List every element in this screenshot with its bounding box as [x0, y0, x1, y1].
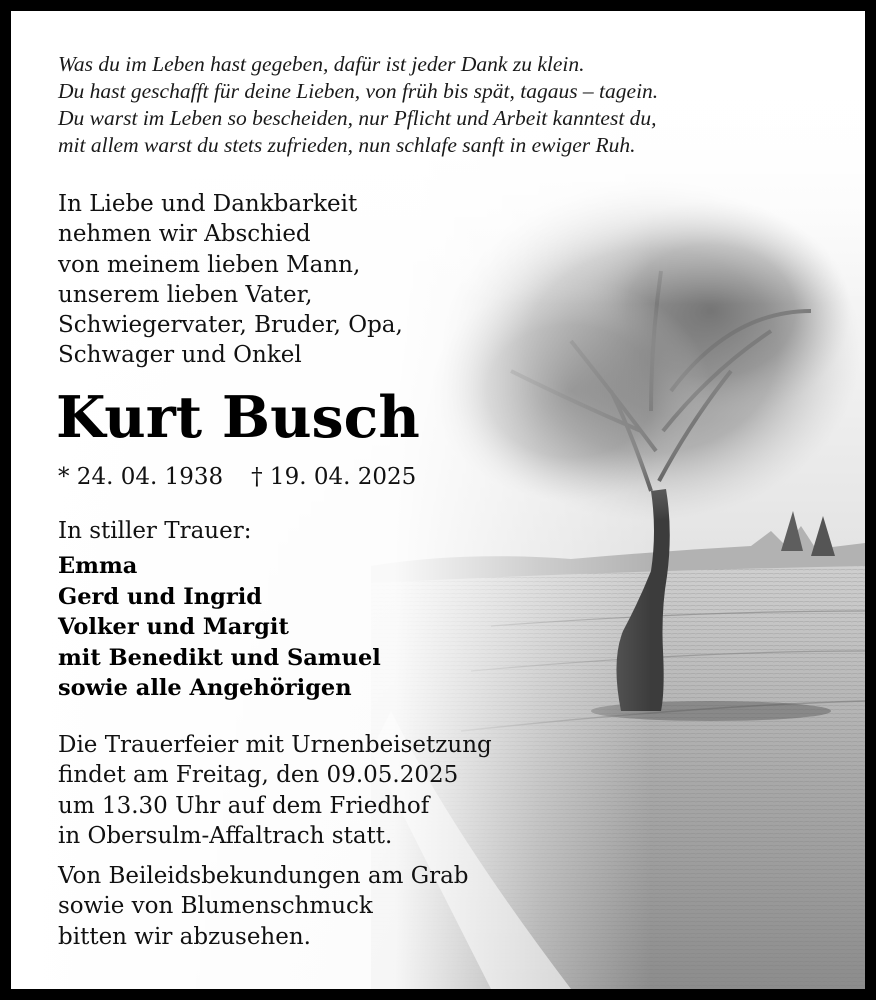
service-line: um 13.30 Uhr auf dem Friedhof	[58, 792, 430, 819]
intro-line: unserem lieben Vater,	[58, 281, 313, 308]
poem-line: mit allem warst du stets zufrieden, nun schlafe sanft in ewiger Ruh.	[58, 133, 636, 157]
poem-line: Was du im Leben hast gegeben, dafür ist jeder Dank zu klein.	[58, 52, 585, 76]
mourner-name: Volker und Margit	[58, 614, 289, 641]
life-dates	[58, 462, 416, 492]
note-line: Von Beileidsbekundungen am Grab	[58, 863, 469, 889]
condolence-note	[58, 861, 469, 952]
intro-line: Schwiegervater, Bruder, Opa,	[58, 312, 403, 339]
deceased-name: Kurt Busch	[56, 384, 420, 451]
mourner-name: mit Benedikt und Samuel	[58, 644, 381, 671]
death-date: † 19. 04. 2025	[251, 464, 417, 490]
mourner-name: sowie alle Angehörigen	[58, 675, 352, 702]
service-line: findet am Freitag, den 09.05.2025	[58, 762, 459, 789]
service-line: in Obersulm-Affaltrach statt.	[58, 822, 393, 849]
birth-date: * 24. 04. 1938	[58, 464, 224, 490]
poem	[58, 51, 828, 159]
note-line: sowie von Blumenschmuck	[58, 893, 373, 920]
mourner-list	[58, 551, 381, 704]
note-line: bitten wir abzusehen.	[58, 923, 311, 950]
mourner-name: Emma	[58, 553, 138, 579]
intro-text	[58, 189, 403, 371]
intro-line: Schwager und Onkel	[58, 342, 302, 369]
intro-line: nehmen wir Abschied	[58, 221, 311, 248]
intro-line: In Liebe und Dankbarkeit	[58, 191, 358, 217]
intro-line: von meinem lieben Mann,	[58, 251, 361, 278]
mourner-name: Gerd und Ingrid	[58, 583, 262, 610]
mourning-heading: In stiller Trauer:	[58, 518, 252, 544]
poem-line: Du hast geschafft für deine Lieben, von früh bis spät, tagaus – tagein.	[58, 79, 659, 103]
poem-line: Du warst im Leben so bescheiden, nur Pflicht und Arbeit kanntest du,	[58, 106, 657, 130]
service-info	[58, 730, 492, 851]
service-line: Die Trauerfeier mit Urnenbeisetzung	[58, 732, 492, 758]
